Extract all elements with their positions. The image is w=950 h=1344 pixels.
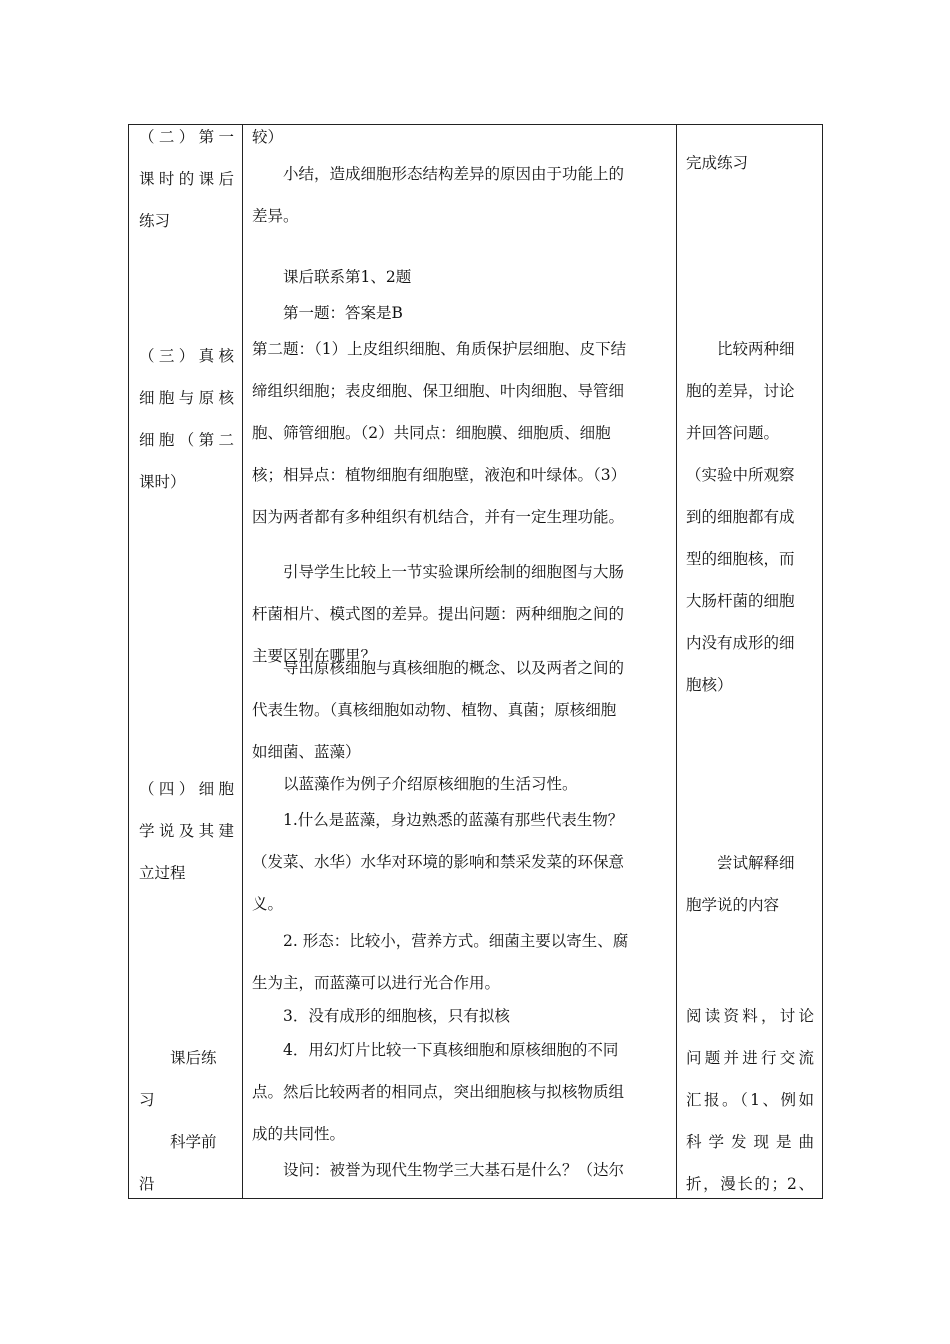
section-heading-4: （四）细胞 学说及其建 立过程: [139, 780, 234, 882]
content-paragraph: 2. 形态：比较小，营养方式。细菌主要以寄生、腐 生为主，而蓝藻可以进行光合作用。: [252, 932, 629, 992]
student-activity-column: [676, 125, 822, 1198]
content-paragraph: 第二题：（1）上皮组织细胞、角质保护层细胞、皮下结 缔组织细胞；表皮细胞、保卫细胞、叶肉细胞、导管细 胞、筛管细胞。（2）共同点：细胞膜、细胞质、细胞 核；相异点：植物细胞有细胞壁，液泡和叶绿体。（3） 因为两者都有多种组织有机结合，并有一定生理功能。: [252, 340, 627, 526]
section-heading-2: （二）第一 课时的课后 练习: [139, 128, 234, 230]
lesson-plan-table: [128, 124, 823, 1199]
content-paragraph: 1.什么是蓝藻，身边熟悉的蓝藻有那些代表生物？ （发菜、水华）水华对环境的影响和禁采发菜的环保意 义。: [252, 811, 625, 913]
content-paragraph: 导出原核细胞与真核细胞的概念、以及两者之间的 代表生物。（真核细胞如动物、植物、真菌；原核细胞 如细菌、蓝藻）: [252, 659, 625, 761]
content-paragraph: 课后联系第1、2题: [283, 268, 412, 286]
content-paragraph: 以蓝藻作为例子介绍原核细胞的生活习性。: [283, 775, 578, 793]
activity-note: 尝试解释细 胞学说的内容: [686, 854, 795, 914]
content-paragraph: 较）: [252, 128, 284, 146]
content-paragraph: 第一题：答案是B: [283, 304, 403, 322]
section-heading-5: 课后练 习 科学前 沿: [139, 1049, 217, 1193]
teaching-content-column: [242, 125, 676, 1198]
content-paragraph: 3．没有成形的细胞核，只有拟核: [283, 1007, 510, 1025]
section-heading-3: （三）真核 细胞与原核 细胞（第二 课时）: [139, 347, 234, 491]
section-column: [129, 125, 242, 1198]
content-paragraph: 4．用幻灯片比较一下真核细胞和原核细胞的不同 点。然后比较两者的相同点，突出细胞核与拟核物质组 成的共同性。: [252, 1041, 625, 1143]
activity-note: 完成练习: [686, 154, 749, 172]
activity-note: 阅读资料，讨论 问题并进行交流 汇报。（1、例如 科学发现是曲 折，漫长的；2、: [686, 1007, 814, 1193]
content-paragraph: 设问：被誉为现代生物学三大基石是什么？（达尔: [283, 1161, 625, 1179]
activity-note: 比较两种细 胞的差异，讨论 并回答问题。 （实验中所观察 到的细胞都有成 型的细胞核，而 大肠杆菌的细胞 内没有成形的细 胞核）: [686, 340, 795, 694]
content-paragraph: 引导学生比较上一节实验课所绘制的细胞图与大肠 杆菌相片、模式图的差异。提出问题：两种细胞之间的 主要区别在哪里？: [252, 563, 625, 665]
content-paragraph: 小结，造成细胞形态结构差异的原因由于功能上的 差异。: [252, 165, 625, 225]
